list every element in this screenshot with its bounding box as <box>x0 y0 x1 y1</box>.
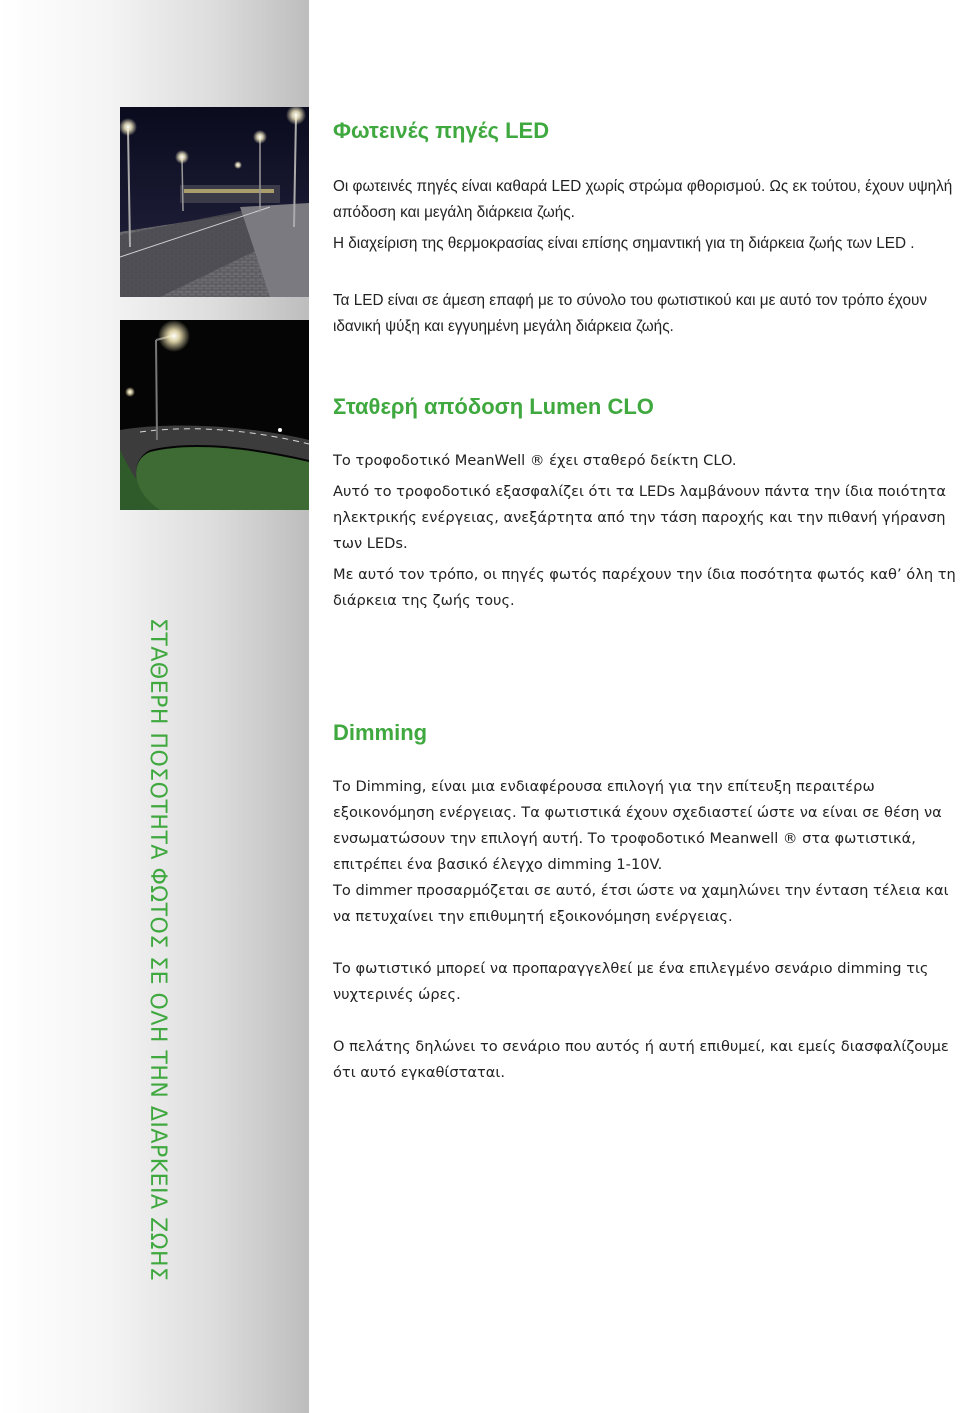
paragraph-led-1: Οι φωτεινές πηγές είναι καθαρά LED χωρίς στρώμα φθορισμού. Ως εκ τούτου, έχουν υψηλή απόδοση και μεγάλη διάρκεια ζωής. <box>333 178 953 221</box>
paragraph-lumen-3: Με αυτό τον τρόπο, οι πηγές φωτός παρέχουν την ίδια ποσότητα φωτός καθ’ όλη τη διάρκεια της ζωής τους. <box>333 566 956 609</box>
curved-road-night-photo <box>120 320 309 510</box>
paragraph-lumen-2: Αυτό το τροφοδοτικό εξασφαλίζει ότι τα LEDs λαμβάνουν πάντα την ίδια ποιότητα ηλεκτρικής ενέργειας, ανεξάρτητα από την τάση παροχής και την πιθανή γήρανση των LEDs. <box>333 483 947 552</box>
paragraph-dimming-2: Το dimmer προσαρμόζεται σε αυτό, έτσι ώστε να χαμηλώνει την ένταση τέλεια και να πετυχαίνει την επιθυμητή εξοικονόμηση ενέργειας. <box>333 882 949 925</box>
paragraph-dimming-4: Ο πελάτης δηλώνει το σενάριο που αυτός ή αυτή επιθυμεί, και εμείς διασφαλίζουμε ότι αυτό εγκαθίσταται. <box>333 1038 949 1081</box>
paragraph-led-2: Η διαχείριση της θερμοκρασίας είναι επίσης σημαντική για τη διάρκεια ζωής των LED . <box>333 235 915 252</box>
paragraph-dimming-3: Το φωτιστικό μπορεί να προπαραγγελθεί με ένα επιλεγμένο σενάριο dimming τις νυχτερινές ώρες. <box>333 960 929 1003</box>
heading-lumen-clo: Σταθερή απόδοση Lumen CLO <box>333 394 654 419</box>
paragraph-led-3: Τα LED είναι σε άμεση επαφή με το σύνολο του φωτιστικού και με αυτό τον τρόπο έχουν ιδανική ψύξη και εγγυημένη μεγάλη διάρκεια ζωής. <box>333 292 927 335</box>
paragraph-lumen-1: Το τροφοδοτικό MeanWell ® έχει σταθερό δείκτη CLO. <box>333 452 737 469</box>
heading-led-sources: Φωτεινές πηγές LED <box>333 118 550 143</box>
vertical-section-title: ΣΤΑΘΕΡΗ ΠΟΣΟΤΗΤΑ ΦΩΤΟΣ ΣΕ ΟΛΗ ΤΗΝ ΔΙΑΡΚΕΙΑ ΖΩΗΣ <box>145 618 170 1282</box>
paragraph-dimming-1: Το Dimming, είναι μια ενδιαφέρουσα επιλογή για την επίτευξη περαιτέρω εξοικονόμηση ενέργειας. Τα φωτιστικά έχουν σχεδιαστεί ώστε να είναι σε θέση να ενσωματώσουν την επιλογή αυτή. Το τροφοδοτικό Meanwell ® στα φωτιστικά, επιτρέπει ένα βασικό έλεγχο dimming 1-10V. <box>333 778 942 873</box>
heading-dimming: Dimming <box>333 720 428 745</box>
street-night-photo <box>120 107 309 297</box>
